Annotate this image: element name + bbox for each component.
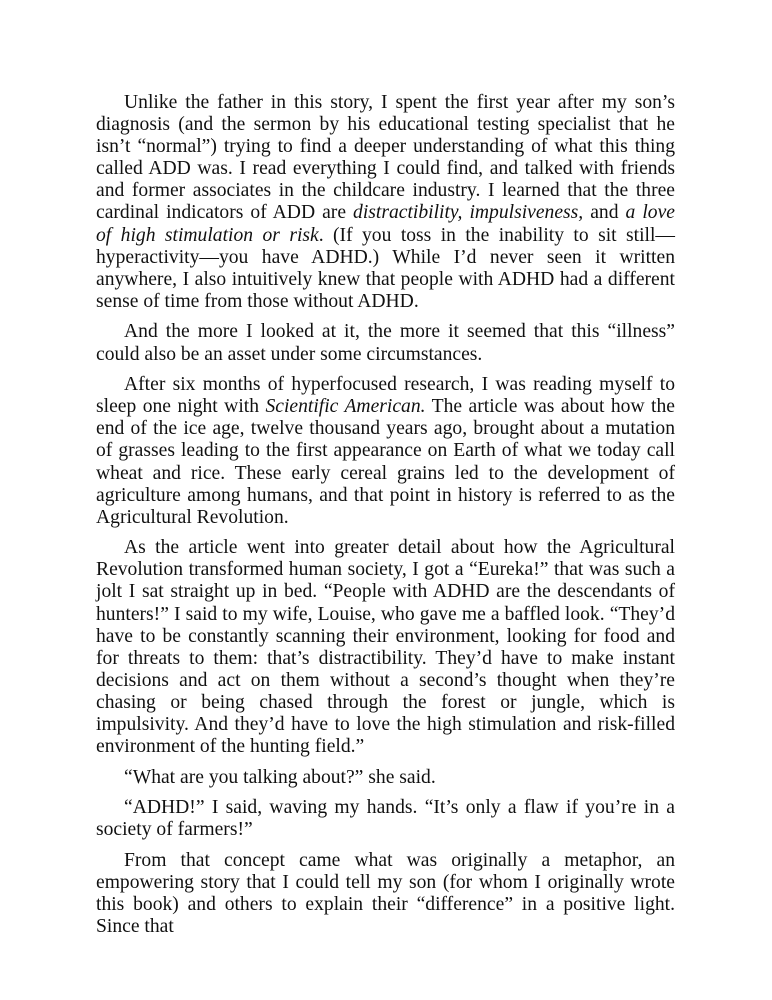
paragraph-eureka [96,537,675,758]
book-page-body [96,92,675,938]
paragraph-metaphor [96,850,675,938]
text-run: The article was about how the end of the ice age, twelve thousand years ago, brought about a mutation of grasses leading to the first appearance on Earth of what we today call wheat and rice. These early cereal grains led to the development of agriculture among humans, and that point in history is referred to as the Agricultural Revolution. [96,396,675,528]
text-run: As the article went into greater detail about how the Agricultural Revolution transformed human society, I got a “Eureka!” that was such a jolt I sat straight up in bed. “People with ADHD are the descendants of hunters!” I said to my wife, Louise, who gave me a baffled look. “They’d have to be constantly scanning their environment, looking for food and for threats to them: that’s distractibility. They’d have to make instant decisions and act on them without a second’s thought when they’re chasing or being chased through the forest or jungle, which is impulsivity. And they’d have to love the high stimulation and risk-filled environment of the hunting field.” [96,537,675,758]
text-run: And the more I looked at it, the more it seemed that this “illness” could also be an asset under some circumstances. [96,321,675,365]
paragraph-illness-asset [96,321,675,365]
italic-run: distractibility, impulsiveness, [353,202,584,224]
paragraph-scientific-american [96,374,675,529]
paragraph-society-of-farmers [96,797,675,841]
italic-run: a love of high stimulation or risk [96,202,675,246]
text-run: After six months of hyperfocused research, I was reading myself to sleep one night with [96,374,675,418]
paragraph-what-talking-about [96,767,675,789]
paragraph-adhd-diagnosis [96,92,675,313]
text-run: “What are you talking about?” she said. [124,766,436,788]
italic-run: Scientific American. [265,396,426,418]
text-run: Unlike the father in this story, I spent the first year after my son’s diagnosis (and the sermon by his educational testing specialist that he isn’t “normal”) trying to find a deeper understanding of what this thing called ADD was. I read everything I could find, and talked with friends and former associates in the childcare industry. I learned that the three cardinal indicators of ADD are [96,92,675,224]
text-run: From that concept came what was originally a metaphor, an empowering story that I could tell my son (for whom I originally wrote this book) and others to explain their “difference” in a positive light. Since that [96,850,675,938]
text-run: “ADHD!” I said, waving my hands. “It’s only a flaw if you’re in a society of farmers!” [96,797,675,841]
text-run: . (If you toss in the inability to sit still—hyperactivity—you have ADHD.) While I’d never seen it written anywhere, I also intuitively knew that people with ADHD had a different sense of time from those without ADHD. [96,224,675,312]
text-run: and [583,202,626,224]
